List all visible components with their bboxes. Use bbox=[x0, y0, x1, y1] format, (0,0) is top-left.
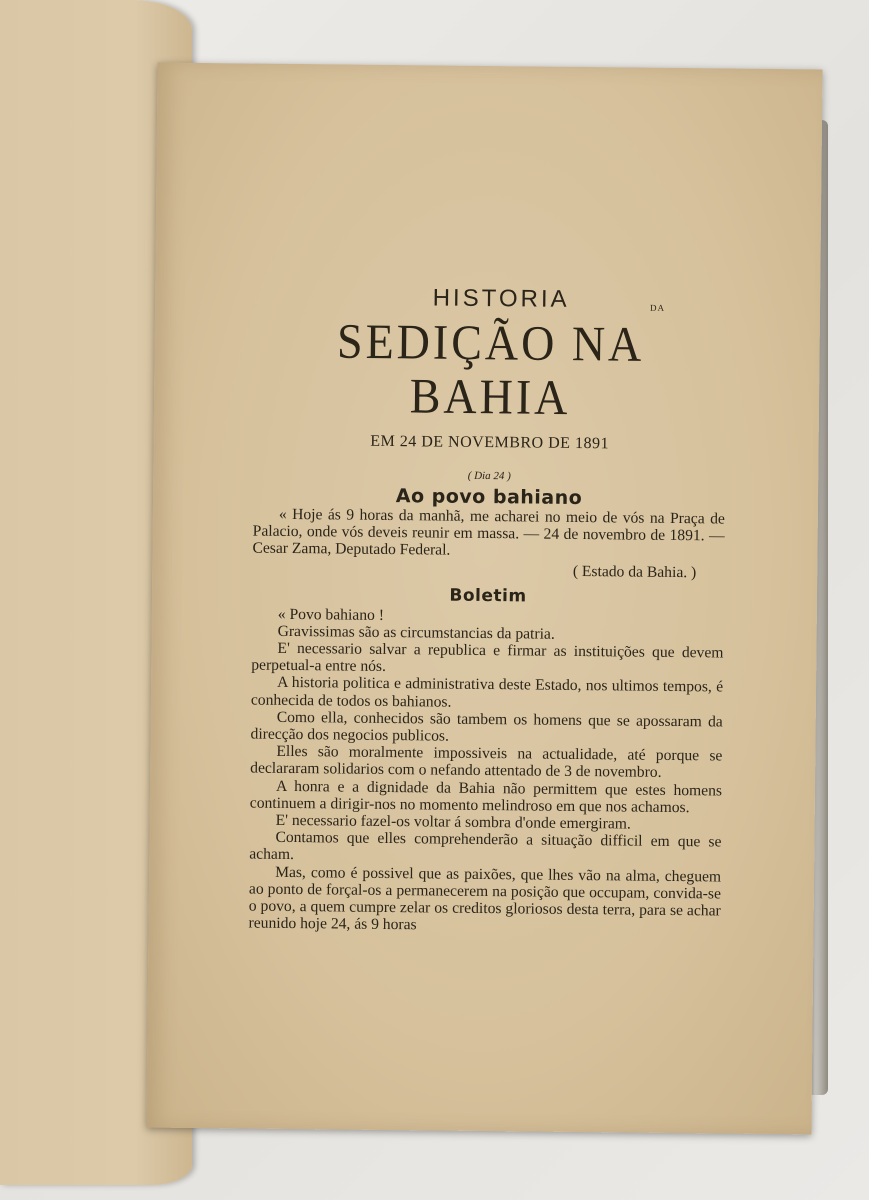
section-heading-boletim: Boletim bbox=[449, 585, 527, 607]
paragraph: Como ella, conhecidos são tambem os homens que se apossaram da direcção dos negocios publicos. bbox=[250, 708, 723, 745]
boletim-body bbox=[248, 605, 723, 937]
section-heading-ao-povo: Ao povo bahiano bbox=[395, 485, 583, 510]
date-line: EM 24 DE NOVEMBRO DE 1891 bbox=[370, 432, 610, 453]
paragraph: « Povo bahiano ! bbox=[277, 605, 385, 624]
paragraph: Gravissimas são as circumstancias da patria. bbox=[277, 622, 555, 643]
paragraph: E' necessario salvar a republica e firmar as instituições que devem perpetual-a entre nós. bbox=[251, 639, 724, 676]
paragraph: Elles são moralmente impossiveis na actualidade, até porque se declararam solidarios com o nefando attentado de 3 de novembro. bbox=[250, 743, 723, 782]
header-historia: HISTORIA bbox=[432, 284, 570, 313]
day-label: ( Dia 24 ) bbox=[467, 469, 511, 483]
header-da: DA bbox=[650, 302, 666, 313]
page-content bbox=[248, 282, 727, 937]
paragraph: E' necessario fazel-os voltar á sombra d'onde emergiram. bbox=[275, 811, 631, 833]
right-page bbox=[146, 63, 822, 1135]
section-1-source: ( Estado da Bahia. ) bbox=[572, 562, 697, 581]
paragraph: Mas, como é possivel que as paixões, que lhes vão na alma, cheguem ao ponto de forçal-os a permanecerem na posição que occupam, convida-se o povo, a quem cumpre zelar os creditos gloriosos desta terra, para se achar reunido hoje 24, ás 9 horas bbox=[248, 863, 722, 934]
paragraph: A honra e a dignidade da Bahia não permittem que estes homens continuem a dirigir-nos no momento melindroso em que nos achamos. bbox=[249, 777, 723, 817]
page-title: SEDIÇÃO NA BAHIA bbox=[336, 313, 645, 425]
paragraph: A historia politica e administrativa deste Estado, nos ultimos tempos, é conhecida de todos os bahianos. bbox=[250, 674, 724, 711]
section-1-text: « Hoje ás 9 horas da manhã, me acharei no meio de vós na Praça de Palacio, onde vós deveis reunir em massa. — 24 de novembro de 1891. — Cesar Zama, Deputado Federal. bbox=[252, 505, 725, 560]
paragraph: Contamos que elles comprehenderão a situação difficil em que se acham. bbox=[249, 829, 722, 864]
